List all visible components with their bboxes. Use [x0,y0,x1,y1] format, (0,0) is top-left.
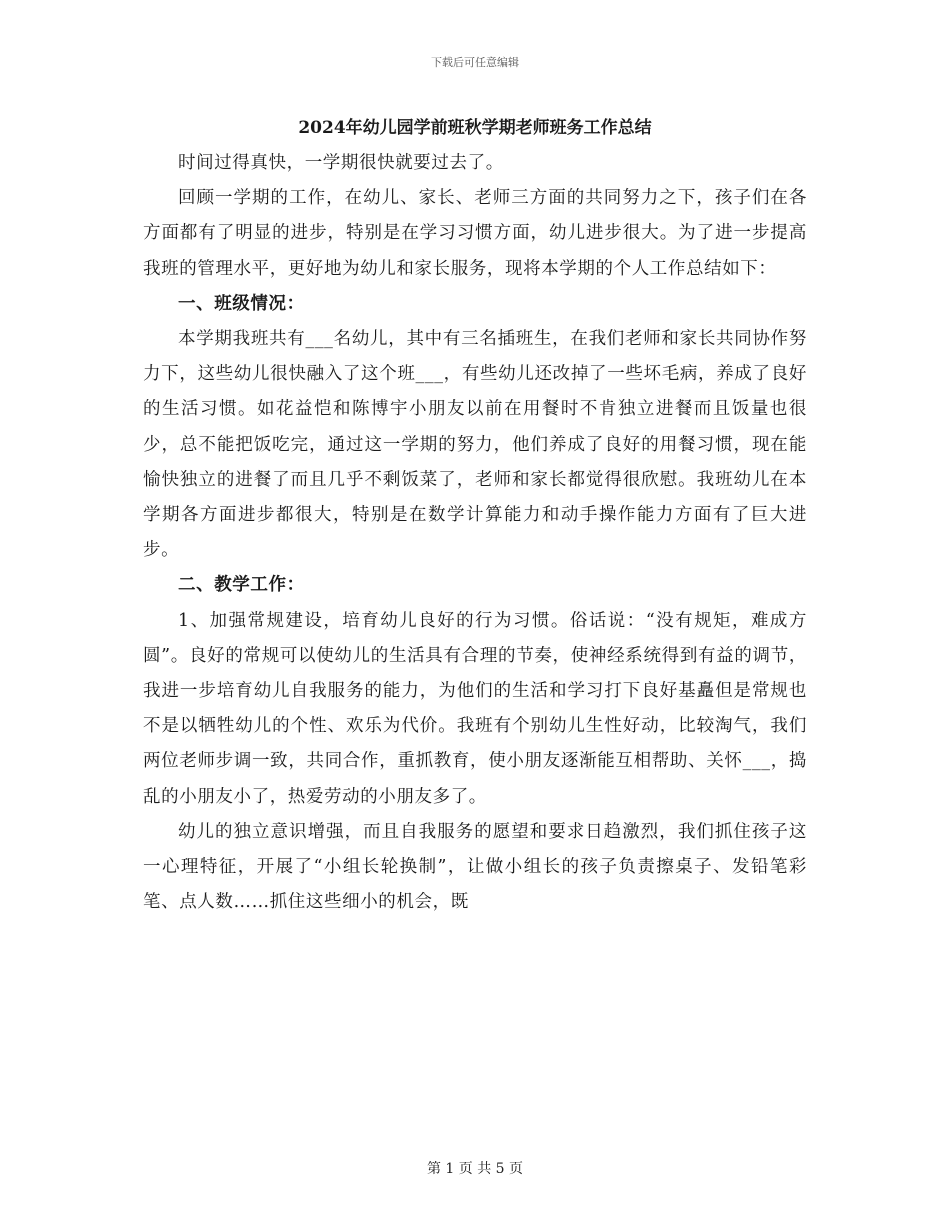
section-heading-class-situation: 一、班级情况： [178,293,305,314]
document-body [143,112,807,920]
paragraph-routine-building: 1、加强常规建设，培育幼儿良好的行为习惯。俗话说：“没有规矩，难成方圆”。良好的常规可以使幼儿的生活具有合理的节奏，使神经系统得到有益的调节，我进一步培育幼儿自我服务的能力，为他们的生活和学习打下良好基矗但是常规也不是以牺牲幼儿的个性、欢乐为代价。我班有个别幼儿生性好动，比较淘气，我们两位老师步调一致，共同合作，重抓教育，使小朋友逐渐能互相帮助、关怀___，捣乱的小朋友小了，热爱劳动的小朋友多了。 [143,610,807,807]
section-heading-teaching-work: 二、教学工作： [178,575,305,596]
page-header-note: 下载后可任意编辑 [431,56,519,69]
paragraph-review: 回顾一学期的工作，在幼儿、家长、老师三方面的共同努力之下，孩子们在各方面都有了明显的进步，特别是在学习习惯方面，幼儿进步很大。为了进一步提高我班的管理水平，更好地为幼儿和家长服务，现将本学期的个人工作总结如下： [143,188,807,279]
paragraph-independence: 幼儿的独立意识增强，而且自我服务的愿望和要求日趋激烈，我们抓住孩子这一心理特征，开展了“小组长轮换制”，让做小组长的孩子负责擦桌子、发铅笔彩笔、点人数……抓住这些细小的机会，既 [143,821,807,913]
document-title: 2024年幼儿园学前班秋学期老师班务工作总结 [298,118,652,138]
paragraph-class-situation: 本学期我班共有___名幼儿，其中有三名插班生，在我们老师和家长共同协作努力下，这些幼儿很快融入了这个班___，有些幼儿还改掉了一些坏毛病，养成了良好的生活习惯。如花益恺和陈博宇小朋友以前在用餐时不肯独立进餐而且饭量也很少，总不能把饭吃完，通过这一学期的努力，他们养成了良好的用餐习惯，现在能愉快独立的进餐了而且几乎不剩饭菜了，老师和家长都觉得很欣慰。我班幼儿在本学期各方面进步都很大，特别是在数学计算能力和动手操作能力方面有了巨大进步。 [143,329,807,561]
paragraph-intro: 时间过得真快，一学期很快就要过去了。 [178,153,504,173]
page-number: 第 1 页 共 5 页 [426,1161,524,1177]
